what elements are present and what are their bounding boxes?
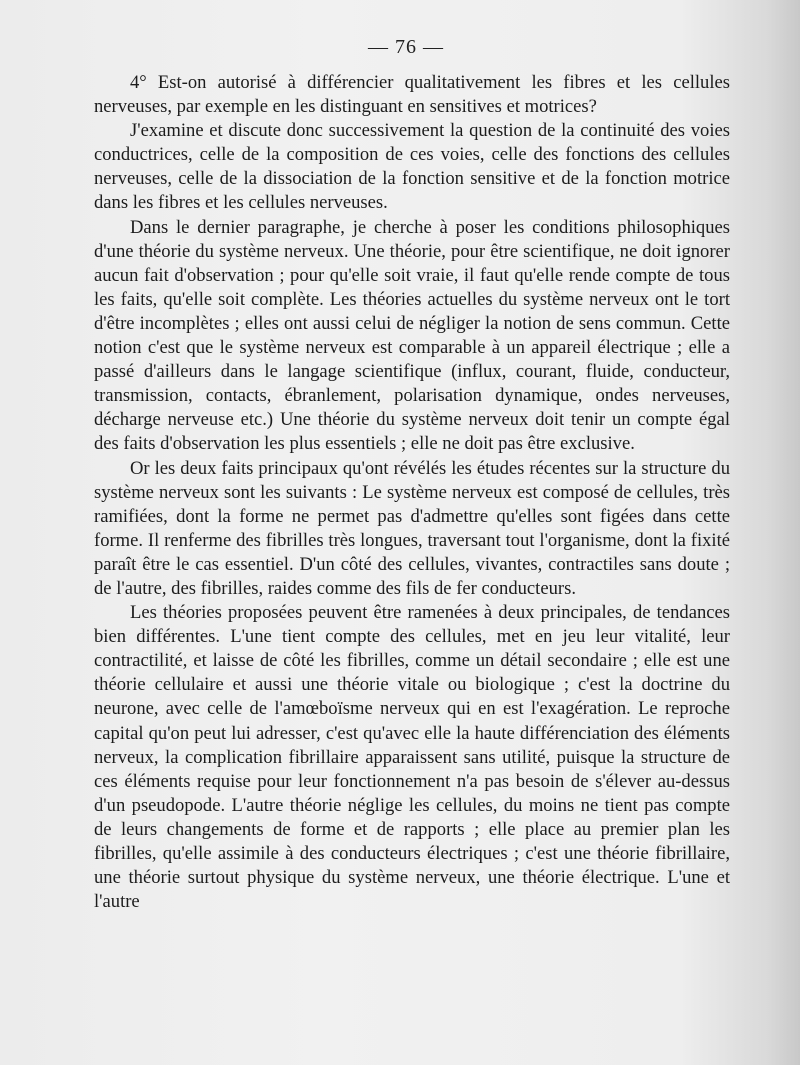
page-number: — 76 — — [368, 36, 444, 58]
paragraph-4: Or les deux faits principaux qu'ont révélés les études récentes sur la structure du système nerveux sont les suivants : Le système nerveux est composé de cellules, très ramifiées, dont la forme ne permet pas d'admettre qu'elles sont figées dans cette forme. Il renferme des fibrilles très longues, traversant tout l'organisme, dont la fixité paraît être le cas essentiel. D'un côté des cellules, vivantes, contractiles sans doute ; de l'autre, des fibrilles, raides comme des fils de fer conducteurs. — [94, 457, 730, 599]
paragraph-2: J'examine et discute donc successivement la question de la continuité des voies conductrices, celle de la composition de ces voies, celle des fonctions des cellules nerveuses, celle de la dissociation de la fonction sensitive et de la fonction motrice dans les fibres et les cellules nerveuses. — [94, 120, 730, 214]
paragraph-1: 4° Est-on autorisé à différencier qualitativement les fibres et les cellules nerveuses, par exemple en les distinguant en sensitives et motrices? — [94, 72, 730, 118]
body-text — [94, 71, 730, 914]
paragraph-3: Dans le dernier paragraphe, je cherche à poser les conditions philosophiques d'une théorie du système nerveux. Une théorie, pour être scientifique, ne doit ignorer aucun fait d'observation ; pour qu'elle soit vraie, il faut qu'elle rende compte de tous les faits, qu'elle soit complète. Les théories actuelles du système nerveux ont le tort d'être incomplètes ; elles ont aussi celui de négliger la notion de sens commun. Cette notion c'est que le système nerveux est comparable à un appareil électrique ; elle a passé d'ailleurs dans le langage scientifique (influx, courant, fluide, conducteur, transmission, contacts, ébranlement, polarisation dynamique, ondes nerveuses, décharge nerveuse etc.) Une théorie du système nerveux doit tenir un compte égal des faits d'observation les plus essentiels ; elle ne doit pas être exclusive. — [94, 216, 730, 455]
paragraph-5: Les théories proposées peuvent être ramenées à deux principales, de tendances bien différentes. L'une tient compte des cellules, met en jeu leur vitalité, leur contractilité, et laisse de côté les fibrilles, comme un détail secondaire ; elle est une théorie cellulaire et aussi une théorie vitale ou biologique ; c'est la doctrine du neurone, avec celle de l'amœboïsme nerveux qui en est l'exagération. Le reproche capital qu'on peut lui adresser, c'est qu'avec elle la haute différenciation des éléments nerveux, la complication fibrillaire apparaissent sans utilité, puisque la structure de ces éléments requise pour leur fonctionnement n'a pas besoin de s'élever au-dessus d'un pseudopode. L'autre théorie néglige les cellules, du moins ne tient pas compte de leurs changements de forme et de rapports ; elle place au premier plan les fibrilles, qu'elle assimile à des conducteurs électriques ; c'est une théorie fibrillaire, une théorie surtout physique du système nerveux, une théorie électrique. L'une et l'autre — [94, 602, 730, 913]
